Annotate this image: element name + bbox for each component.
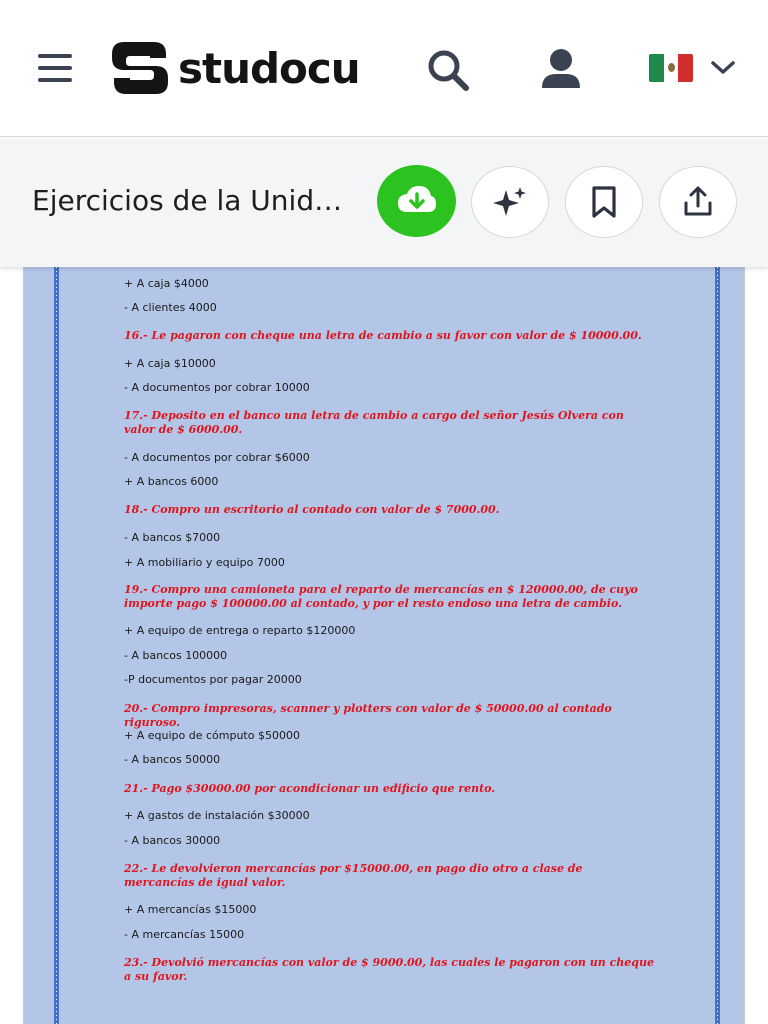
journal-entry: + A equipo de entrega o reparto $120000 [124, 624, 356, 637]
journal-entry: - A clientes 4000 [124, 301, 217, 314]
exercise-question: 21.- Pago $30000.00 por acondicionar un edificio que rento. [124, 782, 496, 795]
download-icon [396, 184, 438, 218]
journal-entry: - A documentos por cobrar 10000 [124, 381, 310, 394]
bookmark-button[interactable] [565, 166, 643, 238]
search-icon [424, 46, 472, 94]
sparkles-icon [492, 185, 528, 219]
journal-entry: -P documentos por pagar 20000 [124, 673, 302, 686]
page-border-left [54, 267, 59, 1024]
download-button[interactable] [377, 165, 456, 237]
menu-icon[interactable] [36, 52, 76, 84]
journal-entry: + A bancos 6000 [124, 475, 219, 488]
ai-assistant-button[interactable] [471, 166, 549, 238]
logo-wordmark: studocu [178, 43, 360, 93]
journal-entry: + A caja $10000 [124, 357, 216, 370]
journal-entry: - A bancos 30000 [124, 834, 221, 847]
journal-entry: - A bancos 100000 [124, 649, 228, 662]
top-navigation [0, 0, 768, 137]
account-button[interactable] [538, 46, 584, 94]
exercise-question: 22.- Le devolvieron mercancías por $15000.00, en pago dio otro a clase de mercancías de igual valor. [124, 862, 583, 889]
journal-entry: - A bancos $7000 [124, 531, 221, 544]
document-viewer[interactable] [0, 267, 768, 1024]
user-icon [538, 46, 584, 94]
journal-entry: + A mercancías $15000 [124, 903, 257, 916]
journal-entry: - A bancos 50000 [124, 753, 221, 766]
search-button[interactable] [424, 46, 472, 94]
language-selector[interactable] [646, 50, 742, 90]
exercise-question: 20.- Compro impresoras, scanner y plotters con valor de $ 50000.00 al contado riguroso. [124, 702, 612, 729]
share-icon [681, 185, 715, 219]
exercise-question: 19.- Compro una camioneta para el reparto de mercancías en $ 120000.00, de cuyo importe pago $ 100000.00 al contado, y por el resto endoso una letra de cambio. [124, 583, 638, 610]
exercise-question: 16.- Le pagaron con cheque una letra de cambio a su favor con valor de $ 10000.00. [124, 329, 642, 342]
journal-entry: + A gastos de instalación $30000 [124, 809, 310, 822]
journal-entry: + A caja $4000 [124, 277, 209, 290]
journal-entry: + A mobiliario y equipo 7000 [124, 556, 285, 569]
mexico-flag-icon [649, 54, 693, 82]
document-page [23, 267, 745, 1024]
chevron-down-icon [710, 56, 736, 78]
journal-entry: + A equipo de cómputo $50000 [124, 729, 300, 742]
journal-entry: - A documentos por cobrar $6000 [124, 451, 310, 464]
document-header [0, 138, 768, 267]
exercise-question: 17.- Deposito en el banco una letra de cambio a cargo del señor Jesús Olvera con valor de $ 6000.00. [124, 409, 624, 436]
studocu-logo[interactable] [110, 40, 360, 96]
document-title: Ejercicios de la Unid… [32, 184, 343, 217]
studocu-logo-mark-icon [110, 40, 172, 96]
exercise-question: 18.- Compro un escritorio al contado con valor de $ 7000.00. [124, 503, 500, 516]
share-button[interactable] [659, 166, 737, 238]
bookmark-icon [590, 185, 618, 219]
page-border-right [715, 267, 720, 1024]
journal-entry: - A mercancías 15000 [124, 928, 245, 941]
exercise-question: 23.- Devolvió mercancías con valor de $ 9000.00, las cuales le pagaron con un cheque a su favor. [124, 956, 654, 983]
